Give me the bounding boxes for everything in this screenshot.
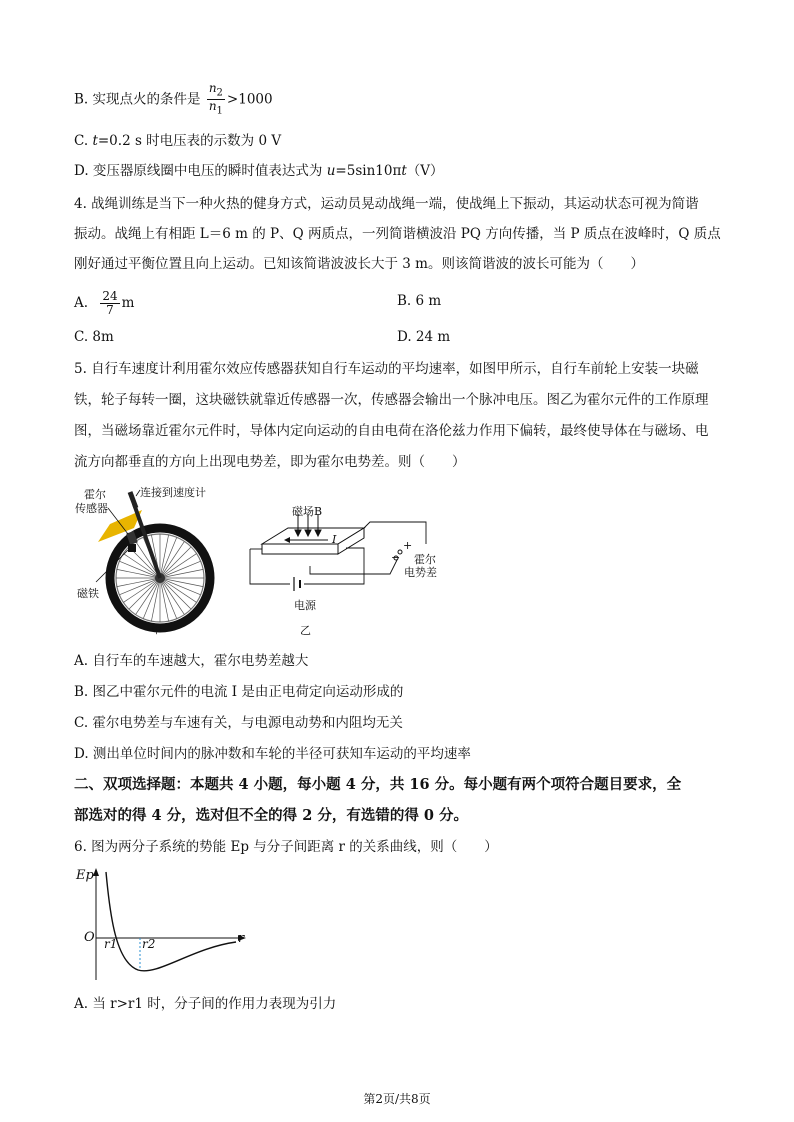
q6-r2-label: r2 [142,937,156,951]
frac-num: n [208,81,217,95]
frac-num: 24 [102,289,118,303]
fig-yi-current-label: I [332,533,337,546]
fig-yi-power-label: 电源 [294,599,316,612]
fig-jia-magnet-label: 磁铁 [77,587,99,600]
q5-stem-line-1: 5. 自行车速度计利用霍尔效应传感器获知自行车运动的平均速率，如图甲所示，自行车前轮上安装一块磁 [74,361,699,377]
q4-stem-line-1: 4. 战绳训练是当下一种火热的健身方式，运动员晃动战绳一端，使战绳上下振动，其运动状态可视为简谐 [74,196,699,212]
q3-option-c-text: =0.2 s 时电压表的示数为 0 V [97,133,282,149]
q3-option-d [74,162,444,180]
slab-front-shape [262,544,338,554]
section-2-heading-line-2: 部选对的得 4 分，选对但不全的得 2 分，有选错的得 0 分。 [74,807,469,824]
q3-option-b [74,82,273,118]
frac-den: n [208,99,217,114]
fig-yi-caption: 乙 [300,624,311,637]
fig-yi-field-label: 磁场B [292,505,323,518]
spoke [160,578,191,609]
fork-shape [134,504,160,578]
magnet-shape [128,544,136,552]
q6-stem: 6. 图为两分子系统的势能 Ep 与分子间距离 r 的关系曲线，则（ ） [74,839,498,855]
frac-den-sub: 1 [216,105,223,117]
q3-option-d-u: u [326,163,336,179]
q6-r1-label: r1 [104,937,118,951]
hall-lead-top [364,522,426,544]
fig-jia-caption: 甲 [151,623,162,636]
q4-option-a-unit: m [121,295,135,311]
fork-top-shape [130,492,136,508]
fig-yi-hall-label-2: 电势差 [404,566,437,579]
section-2-heading-line-1: 二、双项选择题：本题共 4 小题，每小题 4 分，共 16 分。每小题有两个项符合题目要求，全 [74,776,682,793]
q3-option-d-t: t [401,163,407,179]
hall-element-illustration [240,500,440,610]
figure-hall-element [240,500,440,610]
q3-option-b-fraction [207,82,225,118]
frac-num-sub: 2 [216,87,223,99]
q5-stem-line-4: 流方向都垂直的方向上出现电势差，即为霍尔电势差。则（ ） [74,454,466,470]
spoke [160,547,191,578]
q3-option-d-unit: （V） [406,163,444,179]
q3-option-c [74,132,281,150]
fig-jia-connect-label: 连接到速度计 [140,486,206,499]
q5-stem-line-3: 图，当磁场靠近霍尔元件时，导体内定向运动的自由电荷在洛伦兹力作用下偏转，最终使导体在与磁场、电 [74,423,709,439]
q3-option-b-text: B. 实现点火的条件是 [74,91,201,108]
hall-lead-bottom [310,558,398,574]
q3-option-c-var: t [92,133,98,149]
ep-curve [106,872,236,971]
q5-option-d: D. 测出单位时间内的脉冲数和车轮的半径可获知车运动的平均速率 [74,746,471,762]
q4-stem-line-2: 振动。战绳上有相距 L＝6 m 的 P、Q 两质点，一列简谐横波沿 PQ 方向传播，当 P 质点在波峰时，Q 质点 [74,226,721,242]
fig-yi-plus: + [403,539,413,552]
fig-jia-sensor-label-2: 传感器 [75,502,108,515]
q3-option-d-text: D. 变压器原线圈中电压的瞬时值表达式为 [74,163,327,179]
spoke [129,578,160,609]
q5-option-c: C. 霍尔电势差与车速有关，与电源电动势和内阻均无关 [74,715,403,731]
q5-option-b: B. 图乙中霍尔元件的电流 I 是由正电荷定向运动形成的 [74,684,404,700]
fig-yi-hall-label-1: 霍尔 [414,553,436,566]
fig-jia-sensor-label-1: 霍尔 [84,488,106,501]
fig-yi-minus: − [391,551,401,564]
q3-option-d-eq: =5sin10π [335,163,402,179]
q6-option-a: A. 当 r>r1 时，分子间的作用力表现为引力 [74,996,337,1012]
q6-origin-label: O [84,930,95,945]
q3-option-b-suffix: >1000 [226,91,273,108]
page-number-footer: 第2页/共8页 [363,1092,431,1106]
q4-option-b: B. 6 m [397,293,442,309]
q6-xlabel: r [238,931,245,946]
q4-option-a-fraction [100,290,119,317]
frac-den: 7 [106,303,114,317]
q4-stem-line-3: 刚好通过平衡位置且向上运动。已知该简谐波波长大于 3 m。则该简谐波的波长可能为（ ） [74,256,644,272]
q5-option-a: A. 自行车的车速越大，霍尔电势差越大 [74,653,309,669]
q5-stem-line-2: 铁，轮子每转一圈，这块磁铁就靠近传感器一次，传感器会输出一个脉冲电压。图乙为霍尔元件的工作原理 [74,392,709,408]
q3-option-c-label: C. [74,133,93,149]
q4-option-c: C. 8m [74,329,114,345]
q4-option-a [74,290,134,317]
q4-option-d: D. 24 m [397,329,451,345]
q6-energy-graph [72,866,262,986]
potential-energy-curve [72,866,262,986]
q6-ylabel: Ep [76,868,94,883]
q4-option-a-label: A. [74,295,89,311]
